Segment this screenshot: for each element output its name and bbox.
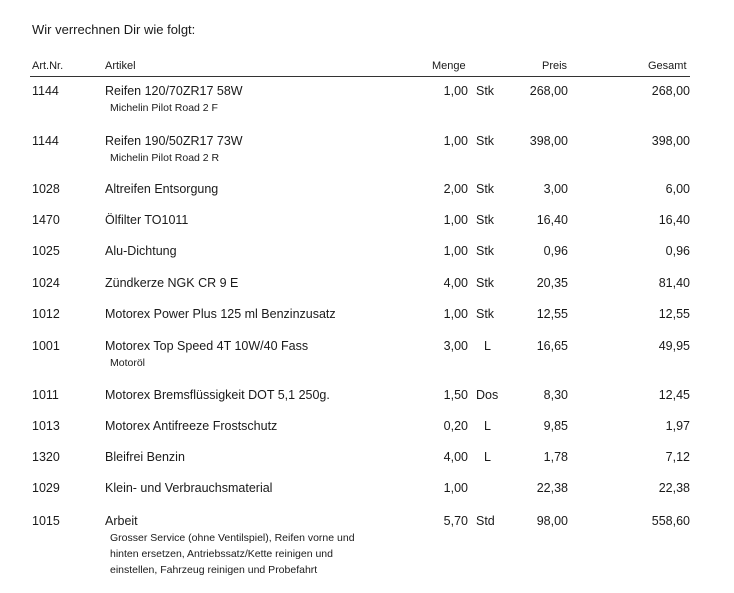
article-number: 1320 [32, 450, 60, 464]
unit-price: 20,35 [536, 276, 568, 290]
quantity: 2,00 [443, 182, 468, 196]
unit-price: 16,40 [536, 213, 568, 227]
table-row [0, 419, 734, 439]
unit-price: 9,85 [543, 419, 568, 433]
unit-price: 12,55 [536, 307, 568, 321]
table-row [0, 244, 734, 264]
unit: L [484, 419, 491, 433]
table-row [0, 307, 734, 327]
unit: L [484, 450, 491, 464]
table-row [0, 339, 734, 359]
article-name: Motorex Power Plus 125 ml Benzinzusatz [105, 307, 336, 321]
article-name: Klein- und Verbrauchsmaterial [105, 481, 273, 495]
line-total: 16,40 [658, 213, 690, 227]
article-name: Alu-Dichtung [105, 244, 177, 258]
table-row [0, 481, 734, 501]
line-total: 558,60 [651, 514, 690, 528]
article-name: Motorex Bremsflüssigkeit DOT 5,1 250g. [105, 388, 330, 402]
unit-price: 98,00 [536, 514, 568, 528]
unit: Stk [476, 182, 495, 196]
table-row [0, 213, 734, 233]
article-name: Motorex Antifreeze Frostschutz [105, 419, 278, 433]
unit: Stk [476, 276, 495, 290]
header-gesamt: Gesamt [648, 60, 687, 72]
unit: Stk [476, 244, 495, 258]
header-artikel: Artikel [105, 60, 136, 72]
intro-text: Wir verrechnen Dir wie folgt: [32, 22, 196, 37]
table-row [0, 276, 734, 296]
quantity: 1,00 [443, 481, 468, 495]
unit: Stk [476, 307, 495, 321]
article-number: 1028 [32, 182, 60, 196]
quantity: 1,00 [443, 213, 468, 227]
quantity: 0,20 [443, 419, 468, 433]
quantity: 1,00 [443, 134, 468, 148]
header-divider [30, 76, 690, 77]
header-preis: Preis [542, 60, 568, 72]
line-total: 398,00 [651, 134, 690, 148]
quantity: 4,00 [443, 276, 468, 290]
article-number: 1144 [32, 134, 59, 148]
article-number: 1025 [32, 244, 60, 258]
unit: Stk [476, 84, 495, 98]
header-menge: Menge [432, 60, 466, 72]
article-number: 1144 [32, 84, 59, 98]
work-description-line: hinten ersetzen, Antriebssatz/Kette reinigen und [110, 548, 333, 560]
line-total: 12,45 [658, 388, 690, 402]
unit-price: 22,38 [536, 481, 568, 495]
line-total: 22,38 [658, 481, 690, 495]
unit: Dos [476, 388, 499, 402]
line-total: 12,55 [658, 307, 690, 321]
line-total: 7,12 [665, 450, 690, 464]
article-name: Motorex Top Speed 4T 10W/40 Fass [105, 339, 309, 353]
article-number: 1015 [32, 514, 60, 528]
quantity: 1,00 [443, 244, 468, 258]
article-name: Ölfilter TO1011 [105, 213, 189, 227]
article-number: 1001 [32, 339, 60, 353]
article-number: 1029 [32, 481, 60, 495]
unit-price: 1,78 [543, 450, 568, 464]
unit-price: 0,96 [543, 244, 568, 258]
unit-price: 268,00 [529, 84, 568, 98]
line-total: 81,40 [658, 276, 690, 290]
unit-price: 16,65 [536, 339, 568, 353]
unit: L [484, 339, 491, 353]
quantity: 1,00 [443, 307, 468, 321]
unit-price: 398,00 [529, 134, 568, 148]
article-name: Reifen 190/50ZR17 73W [105, 134, 243, 148]
work-description-line: Grosser Service (ohne Ventilspiel), Reifen vorne und [110, 532, 355, 544]
article-number: 1012 [32, 307, 60, 321]
article-number: 1470 [32, 213, 60, 227]
article-name: Reifen 120/70ZR17 58W [105, 84, 243, 98]
table-row [0, 388, 734, 408]
article-name: Zündkerze NGK CR 9 E [105, 276, 239, 290]
line-total: 49,95 [658, 339, 690, 353]
work-description-line: einstellen, Fahrzeug reinigen und Probefahrt [110, 564, 318, 576]
quantity: 1,00 [443, 84, 468, 98]
article-subtitle: Michelin Pilot Road 2 R [110, 152, 220, 164]
article-name: Bleifrei Benzin [105, 450, 185, 464]
unit: Stk [476, 134, 495, 148]
quantity: 3,00 [443, 339, 468, 353]
unit-price: 3,00 [543, 182, 568, 196]
unit-price: 8,30 [543, 388, 568, 402]
line-total: 1,97 [665, 419, 690, 433]
quantity: 5,70 [443, 514, 468, 528]
article-name: Arbeit [105, 514, 138, 528]
article-number: 1013 [32, 419, 60, 433]
article-subtitle: Michelin Pilot Road 2 F [110, 102, 218, 114]
line-total: 0,96 [665, 244, 690, 258]
table-row [0, 134, 734, 154]
quantity: 4,00 [443, 450, 468, 464]
unit: Stk [476, 213, 495, 227]
line-total: 6,00 [665, 182, 690, 196]
article-subtitle: Motoröl [110, 357, 146, 369]
unit: Std [476, 514, 495, 528]
line-total: 268,00 [651, 84, 690, 98]
article-number: 1011 [32, 388, 59, 402]
header-artnr: Art.Nr. [32, 60, 64, 72]
table-row [0, 450, 734, 470]
table-row [0, 84, 734, 104]
article-number: 1024 [32, 276, 60, 290]
article-name: Altreifen Entsorgung [105, 182, 219, 196]
quantity: 1,50 [443, 388, 468, 402]
table-row [0, 182, 734, 202]
